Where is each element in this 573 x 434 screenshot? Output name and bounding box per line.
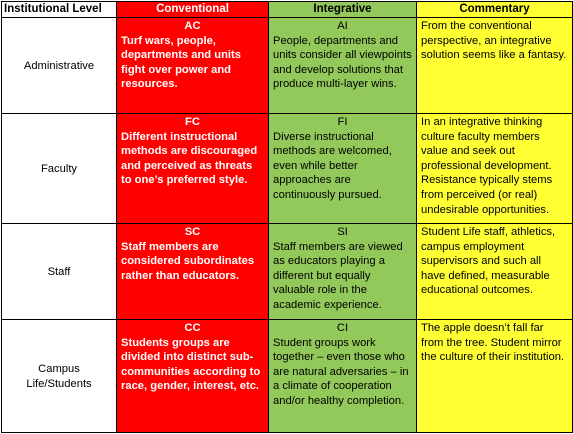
integrative-text: Staff members are viewed as educators playing a different but equally valuable role in the academic experience.: [273, 240, 403, 311]
integrative-code: CI: [336, 322, 349, 334]
conventional-code: FC: [185, 116, 200, 128]
level-cell-staff: Staff: [2, 224, 117, 320]
header-commentary: Commentary: [417, 2, 573, 18]
conventional-cell: [117, 224, 269, 320]
integrative-text: Diverse instructional methods are welcomed, even while better approaches are continuously pursued.: [273, 130, 392, 201]
table-row: [2, 18, 573, 114]
conventional-text: Students groups are divided into distinct sub-communities according to race, gender, interest, etc.: [121, 336, 261, 393]
integrative-code: AI: [337, 20, 348, 32]
table-row: [2, 114, 573, 224]
integrative-cell: [269, 320, 417, 433]
conventional-cell: [117, 114, 269, 224]
commentary-cell: Student Life staff, athletics, campus employment supervisors and such all have defined, measurable educational outcomes.: [417, 224, 573, 320]
level-cell-faculty: Faculty: [2, 114, 117, 224]
commentary-cell: From the conventional perspective, an integrative solution seems like a fantasy.: [417, 18, 573, 114]
header-row: [2, 2, 573, 18]
conventional-text: Turf wars, people, departments and units fight over power and resources.: [121, 34, 241, 91]
commentary-cell: In an integrative thinking culture faculty members value and seek out professional development. Resistance typically stems from perceived (or real) undesirable opportunities.: [417, 114, 573, 224]
table-row: [2, 224, 573, 320]
conventional-code: CC: [184, 322, 201, 334]
header-institutional-level: Institutional Level: [2, 2, 117, 18]
header-conventional: Conventional: [117, 2, 269, 18]
conventional-text: Staff members are considered subordinates rather than educators.: [121, 240, 255, 282]
integrative-text: Student groups work together – even those who are natural adversaries – in a climate of cooperation and/or healthy completion.: [273, 336, 409, 407]
conventional-cell: [117, 18, 269, 114]
conventional-text: Different instructional methods are discouraged and perceived as threats to one’s preferred style.: [121, 130, 258, 187]
integrative-text: People, departments and units consider all viewpoints and develop solutions that produce multi-layer wins.: [273, 34, 412, 91]
table-row: [2, 320, 573, 433]
level-cell-campus-life: Campus Life/Students: [2, 320, 117, 433]
integrative-cell: [269, 18, 417, 114]
conventional-code: AC: [184, 20, 201, 32]
conventional-code: SC: [184, 226, 201, 238]
institutional-culture-table: [1, 1, 573, 433]
integrative-cell: [269, 224, 417, 320]
header-integrative: Integrative: [269, 2, 417, 18]
level-cell-administrative: Administrative: [2, 18, 117, 114]
commentary-cell: The apple doesn’t fall far from the tree. Student mirror the culture of their institution.: [417, 320, 573, 433]
integrative-cell: [269, 114, 417, 224]
integrative-code: FI: [337, 116, 348, 128]
conventional-cell: [117, 320, 269, 433]
integrative-code: SI: [337, 226, 348, 238]
